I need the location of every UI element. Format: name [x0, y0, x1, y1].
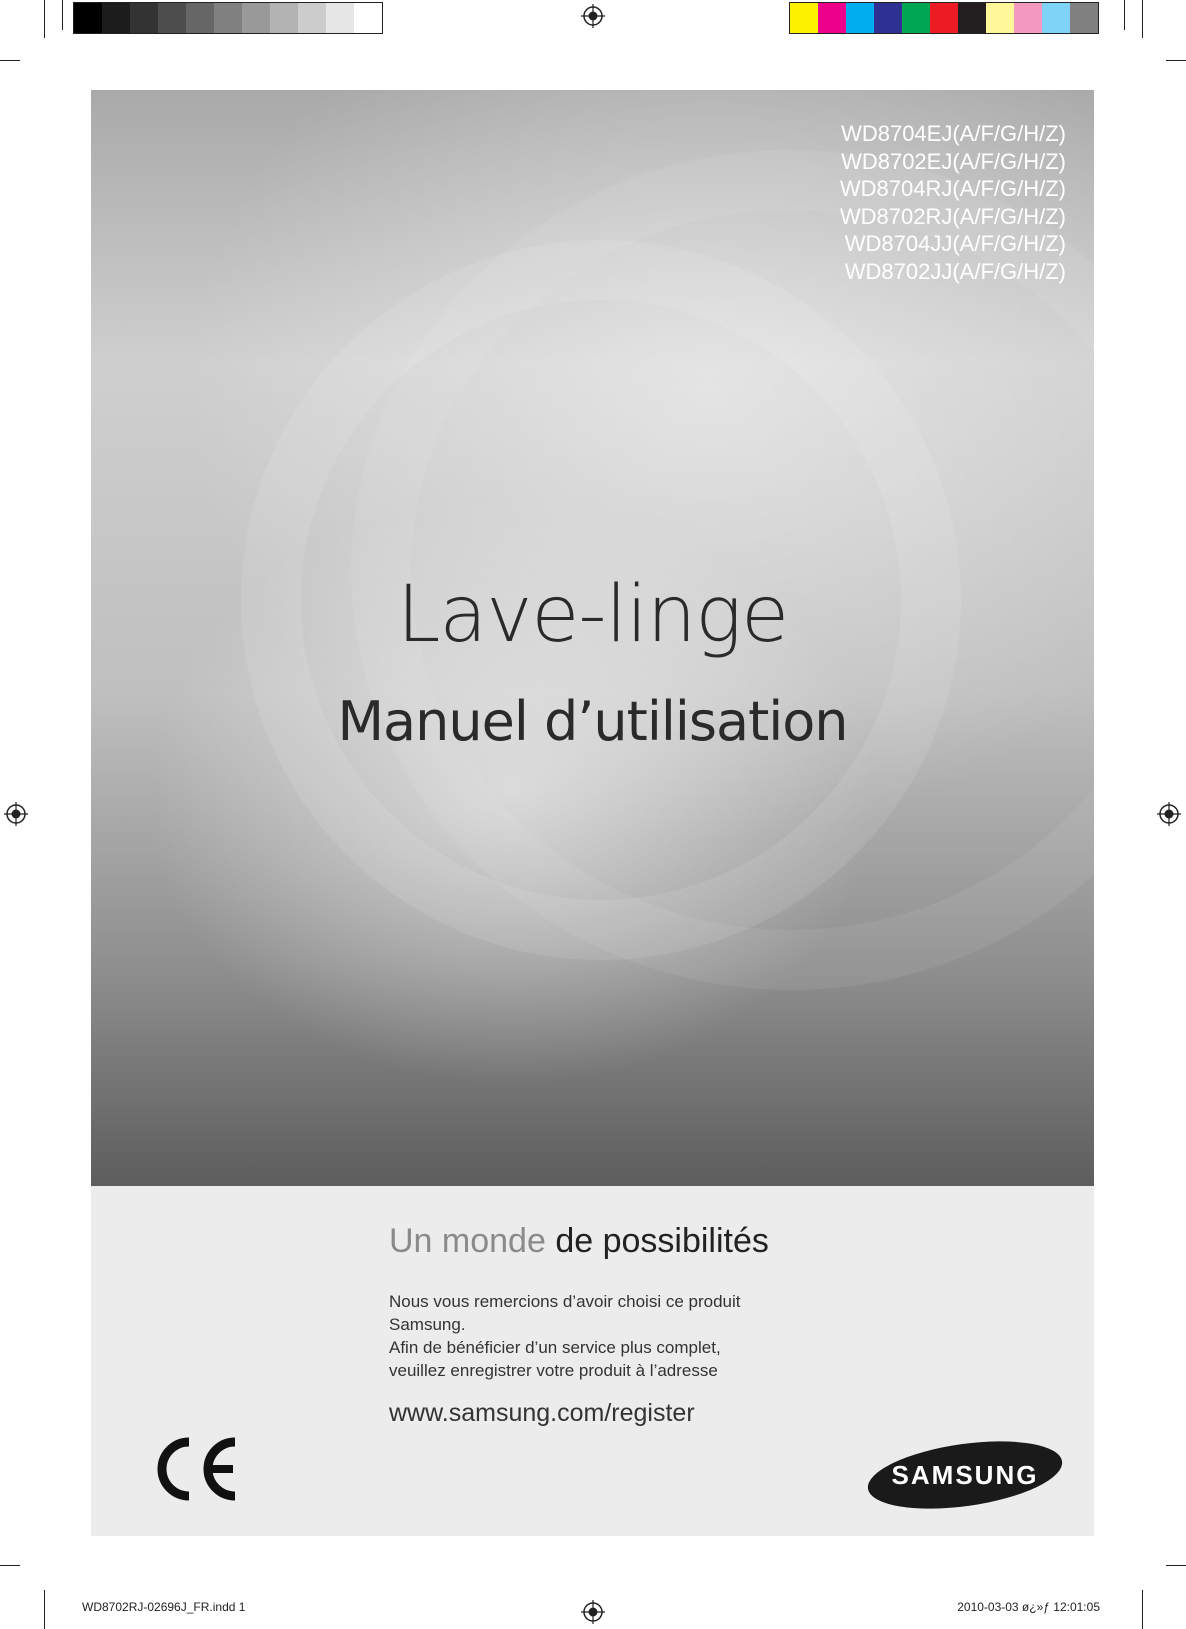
page-subtitle: Manuel d’utilisation — [337, 690, 848, 753]
color-swatch — [242, 3, 270, 33]
svg-text:SAMSUNG: SAMSUNG — [891, 1460, 1039, 1490]
color-swatch — [74, 3, 102, 33]
color-swatch — [930, 3, 958, 33]
color-swatch — [214, 3, 242, 33]
thanks-text — [389, 1290, 809, 1382]
color-swatch — [158, 3, 186, 33]
model-number: WD8704EJ(A/F/G/H/Z) — [841, 121, 1066, 146]
color-swatch — [1042, 3, 1070, 33]
crop-mark — [0, 60, 20, 61]
color-swatch — [270, 3, 298, 33]
color-swatch — [186, 3, 214, 33]
info-panel — [91, 1186, 1094, 1536]
model-number: WD8702JJ(A/F/G/H/Z) — [844, 258, 1066, 284]
crop-mark — [1142, 0, 1143, 38]
samsung-logo — [866, 1440, 1064, 1510]
crop-mark — [44, 0, 45, 38]
color-bar — [789, 2, 1099, 34]
thanks-line: veuillez enregistrer votre produit à l’adresse — [389, 1361, 718, 1380]
timestamp-slug: 2010-03-03 ø¿»ƒ 12:01:05 — [957, 1600, 1100, 1614]
color-swatch — [902, 3, 930, 33]
color-swatch — [986, 3, 1014, 33]
file-slug: WD8702RJ-02696J_FR.indd 1 — [82, 1600, 246, 1614]
registration-mark-icon — [581, 4, 605, 28]
color-swatch — [818, 3, 846, 33]
crop-mark — [1124, 0, 1125, 30]
crop-mark — [1166, 60, 1186, 61]
registration-mark-icon — [4, 802, 28, 826]
model-number: WD8702EJ(A/F/G/H/Z) — [841, 148, 1066, 174]
model-number: WD8704JJ(A/F/G/H/Z) — [844, 231, 1066, 256]
model-list — [840, 120, 1066, 285]
crop-mark — [1166, 1565, 1186, 1566]
tagline-light: Un monde — [389, 1222, 546, 1260]
color-swatch — [130, 3, 158, 33]
tagline — [389, 1222, 769, 1261]
color-swatch — [102, 3, 130, 33]
registration-mark-icon — [581, 1600, 605, 1624]
register-link[interactable]: www.samsung.com/register — [389, 1399, 695, 1427]
crop-mark — [44, 1590, 45, 1629]
color-swatch — [958, 3, 986, 33]
page-title: Lave-linge — [396, 570, 789, 660]
registration-mark-icon — [1157, 802, 1181, 826]
model-number: WD8704RJ(A/F/G/H/Z) — [839, 176, 1066, 201]
grayscale-bar — [73, 2, 383, 34]
ce-mark-icon — [155, 1436, 241, 1502]
color-swatch — [298, 3, 326, 33]
tagline-dark: de possibilités — [555, 1222, 769, 1260]
color-swatch — [790, 3, 818, 33]
cover-image — [91, 90, 1094, 1186]
thanks-line: Afin de bénéficier d’un service plus complet, — [389, 1338, 721, 1357]
crop-mark — [0, 1565, 20, 1566]
color-swatch — [354, 3, 382, 33]
color-swatch — [874, 3, 902, 33]
model-number: WD8702RJ(A/F/G/H/Z) — [839, 203, 1066, 229]
color-swatch — [1014, 3, 1042, 33]
color-swatch — [846, 3, 874, 33]
thanks-line: Nous vous remercions d’avoir choisi ce produit — [389, 1292, 741, 1311]
color-swatch — [1070, 3, 1098, 33]
crop-mark — [1142, 1590, 1143, 1629]
crop-mark — [62, 0, 63, 30]
thanks-line: Samsung. — [389, 1315, 466, 1334]
color-swatch — [326, 3, 354, 33]
